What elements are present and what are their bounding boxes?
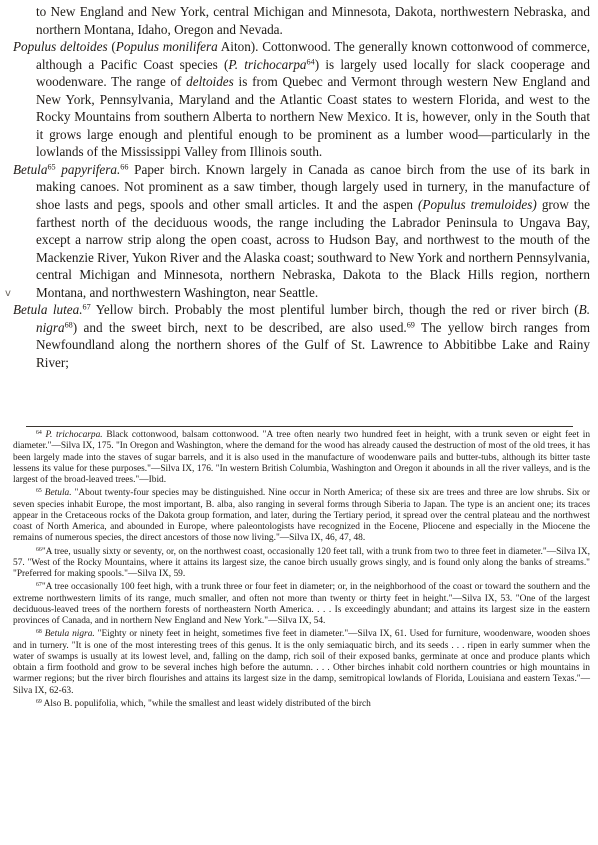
footnote-text: "About twenty-four species may be distinguished. Nine occur in North America; of these six are trees and three are low shrubs. Six or seven species inhabit Europe, the most important, B. alba, also ranging in several forms through Siberia to Japan. The type is an ancient one; its traces appear in the Cretaceous rocks of the Dakota group formation, and later, during the Tertiary period, it spread over the central plateau and the northwest coast of North America, and abounded in Europe, where paleontologists have recognized in the Eocene, Pliocene and especially in the Miocene the remains of numerous species, the direct ancestors of those now living."—Silva IX, 46, 47, 48. <box>13 488 590 544</box>
footnote-number: 66 <box>36 546 42 553</box>
footnote-separator <box>26 426 573 427</box>
main-text <box>13 3 590 371</box>
genus-name: Betula <box>13 161 48 177</box>
species-name: Populus deltoides <box>13 39 108 55</box>
footnote-term: Betula nigra. <box>44 629 95 640</box>
footnote-ref-67: 67 <box>82 302 91 312</box>
footnote-number: 64 <box>36 429 42 436</box>
species-name: Betula lutea. <box>13 302 83 318</box>
footnote-ref-66: 66 <box>120 162 129 172</box>
footnote-ref-69: 69 <box>406 320 415 330</box>
footnote-65 <box>13 488 590 544</box>
reference-name: B. nigra <box>36 302 590 335</box>
footnote-number: 67 <box>36 582 42 589</box>
footnote-ref-65: 65 <box>47 162 56 172</box>
footnotes <box>13 430 590 710</box>
synonym-name: Populus monilifera <box>115 39 218 55</box>
footnote-68 <box>13 629 590 697</box>
species-name: papyrifera. <box>61 161 121 177</box>
aspen-name: (Populus tremuloides) <box>418 197 537 213</box>
footnote-ref-68: 68 <box>64 320 73 330</box>
footnote-ref-64: 64 <box>306 57 315 67</box>
entry-populus-deltoides: Populus deltoides (Populus monilifera Aiton). Cottonwood. The generally known cottonwood of commerce, although a Pacific Coast species (P. trichocarpa$^{64}$) is largely used locally for slack cooperage and woodenware. The range of deltoides is from Quebec and Vermont through western New England and New York, Pennsylvania, Maryland and the Atlantic Coast states to western Florida, and west to the Rocky Mountains from southern Alberta to northern New Mexico. It is, however, only in the South that it grows large enough and plentiful enough to be prominent as a lumber wood—particularly in the lowlands of the Mississippi Valley from Illinois south. <box>13 39 591 160</box>
footnote-text: Also B. populifolia, which, "while the smallest and least widely distributed of the birch <box>43 698 371 709</box>
footnote-number: 69 <box>36 698 42 705</box>
footnote-67 <box>13 582 590 627</box>
margin-mark: v <box>5 288 11 299</box>
footnote-text: "A tree, usually sixty or seventy, or, on the northwest coast, occasionally 120 feet tall, with a trunk from two to three feet in diameter."—Silva IX, 57. "West of the Rocky Mountains, where it attains its largest size, the canoe birch usually grows singly, and is found only along the banks of streams." "Preferred for making spools."—Silva IX, 59. <box>13 546 590 579</box>
entry-betula-papyrifera: Betula$^{65}$ papyrifera.$^{66}$ Paper birch. Known largely in Canada as canoe birch from the use of its bark in making canoes. Not prominent as a saw timber, though largely used in turnery, in the manufacture of shoe lasts and pegs, spools and other small articles. It and the aspen (Populus tremuloides) grow the farthest north of the deciduous woods, the range including the Labrador Peninsula to Ungava Bay, except a narrow strip along the open coast, across to Hudson Bay, and northwest to the mouth of the Mackenzie River, Yukon River and the Alaska coast; southward to New York and northern Pennsylvania, central Michigan and Minnesota, northern Nebraska, Dakota to the Black Hills region, northern Montana, and northwestern Washington, near Seattle. <box>13 161 591 300</box>
footnote-text: "A tree occasionally 100 feet high, with a trunk three or four feet in diameter; or, in the neighborhood of the coast or toward the southern and the extreme northwestern limits of its range, much smaller, and often not more than twenty or thirty feet in height."—Silva IX, 53. "One of the largest deciduous-leaved trees of the northern forests of northeastern North America. . . . Is exceedingly abundant; and attains its largest size in the eastern provinces of Canada, and in northern New England and New York."—Silva IX, 54. <box>13 582 590 626</box>
footnote-term: P. trichocarpa. <box>45 430 103 440</box>
footnote-69 <box>13 699 590 710</box>
footnote-text: Black cottonwood, balsam cottonwood. "A tree often nearly two hundred feet in height, with a trunk seven or eight feet in diameter."—Silva IX, 175. "In Oregon and Washington, where the demand for the wood has already caused the destruction of most of the old trees, it has been largely made into the staves of sugar barrels, and it is also used in the manufacture of woodenware pails and butter-tubs, although its bitter taste lessens its value for these purposes."—Silva IX, 176. "In western British Columbia, Washington and Oregon it abounds in all the river valleys, and is the largest of the broad-leaved trees."—Ibid. <box>13 430 591 485</box>
footnote-text: "Eighty or ninety feet in height, sometimes five feet in diameter."—Silva IX, 61. Used for furniture, woodenware, wooden shoes and in turnery. "It is one of the most interesting trees of this genus. It is the only semiaquatic birch, and its seeds . . . ripen in early summer when the water of swamps is usually at its lowest level, and, falling on the damp, rich soil of their exposed banks, germinate at once and produce plants which obtain a firm foothold and grow to be several inches high before the autumn. . . . Other birches inhabit cold northern countries or high mountains in warmer regions; but the river birch flourishes and attains its largest size in the damp, semitropical lowlands of Florida, Louisiana and eastern Texas."—Silva IX, 62-63. <box>13 629 590 696</box>
footnote-term: Betula. <box>44 488 72 499</box>
continued-paragraph <box>13 3 590 38</box>
continued-range-text: to New England and New York, central Michigan and Minnesota, Dakota, northwestern Nebraska, and northern Montana, Idaho, Oregon and Nevada. <box>36 4 590 37</box>
reference-name: P. trichocarpa <box>228 56 307 72</box>
entry-betula-lutea: Betula lutea.$^{67}$ Yellow birch. Probably the most plentiful lumber birch, though the red or river birch (B. nigra$^{68}$) and the sweet birch, next to be described, are also used.$^{69}$ The yellow birch ranges from Newfoundland along the northern shores of the Gulf of St. Lawrence to Abbitibbe Lake and Rainy River; <box>13 302 590 370</box>
footnote-number: 65 <box>36 488 42 495</box>
footnote-66 <box>13 547 590 581</box>
footnote-number: 68 <box>36 629 42 636</box>
footnote-64 <box>13 430 590 486</box>
